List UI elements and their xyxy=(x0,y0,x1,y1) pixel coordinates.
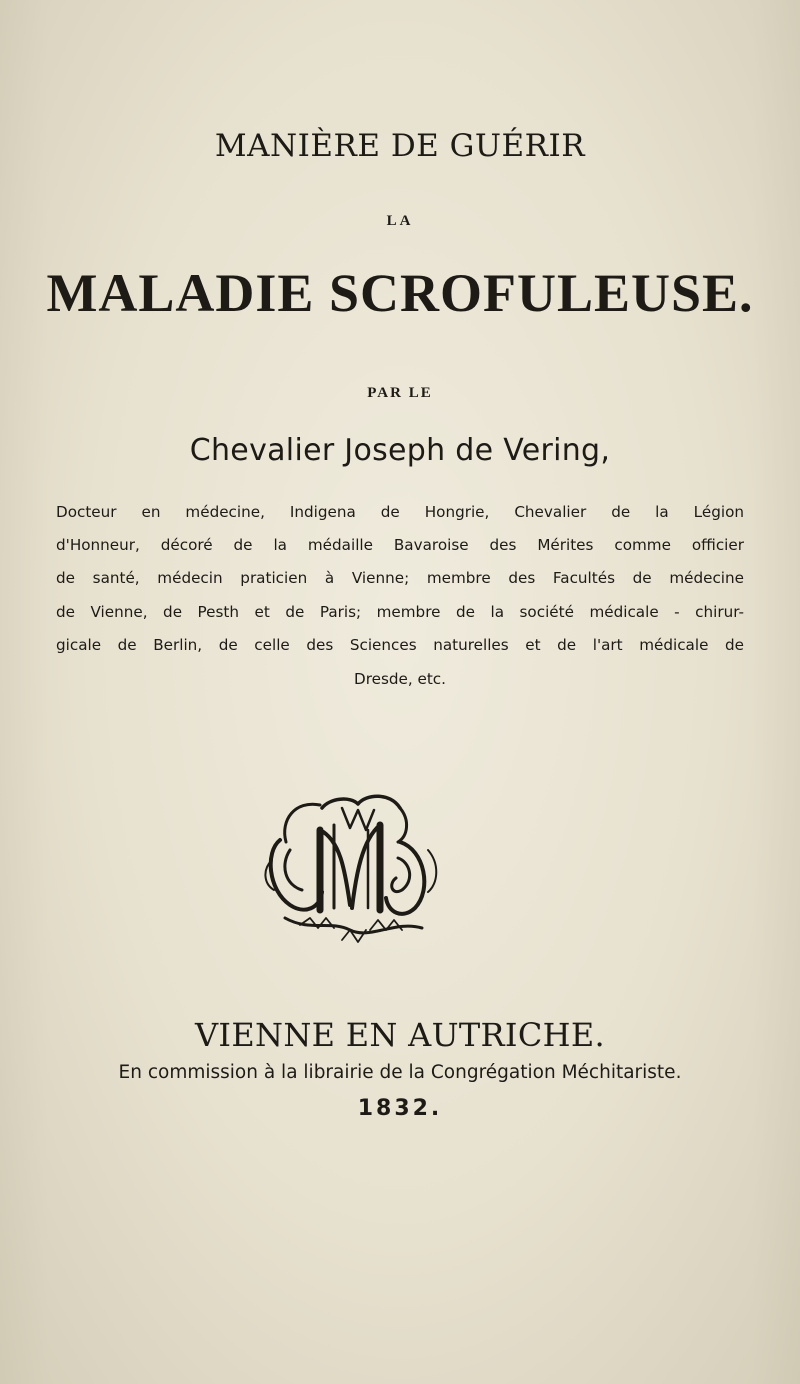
author-description-line: d'Honneur, décoré de la médaille Bavaroise des Mérites comme officier xyxy=(56,536,744,554)
imprint-city: VIENNE EN AUTRICHE. xyxy=(195,1016,605,1054)
author-description-line: Docteur en médecine, Indigena de Hongrie, Chevalier de la Légion xyxy=(56,503,744,521)
author-description-line: gicale de Berlin, de celle des Sciences naturelles et de l'art médicale de xyxy=(56,636,744,654)
byline-prefix: PAR LE xyxy=(367,385,433,401)
author-description-end: Dresde, etc. xyxy=(354,670,446,688)
title-article: LA xyxy=(386,213,414,229)
author-name: Chevalier Joseph de Vering, xyxy=(189,433,611,468)
monogram-icon xyxy=(250,780,460,950)
author-description-line: de Vienne, de Pesth et de Paris; membre de la société médicale - chirur- xyxy=(56,603,744,621)
imprint-year: 1832. xyxy=(357,1096,443,1121)
title-line-1: MANIÈRE DE GUÉRIR xyxy=(214,128,586,164)
author-description-line: de santé, médecin praticien à Vienne; membre des Facultés de médecine xyxy=(56,569,744,587)
imprint-publisher: En commission à la librairie de la Congrégation Méchitariste. xyxy=(118,1062,682,1083)
title-line-2: MALADIE SCROFULEUSE. xyxy=(46,263,754,323)
